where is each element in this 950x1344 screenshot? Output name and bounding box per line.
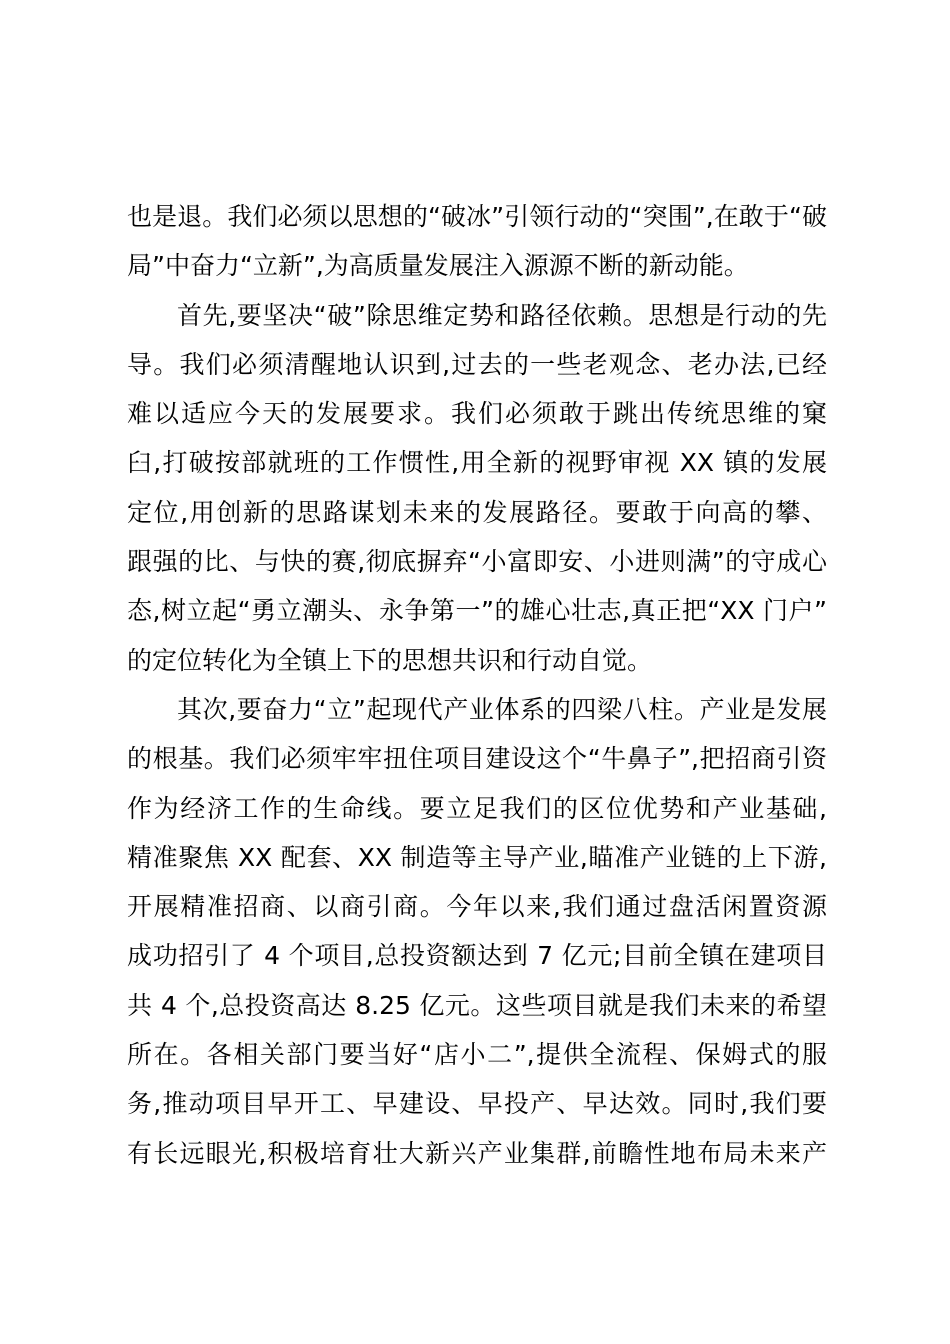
text-line: 难以适应今天的发展要求。我们必须敢于跳出传统思维的窠 bbox=[127, 399, 827, 429]
text-line: 成功招引了 4 个项目,总投资额达到 7 亿元;目前全镇在建项目 bbox=[127, 941, 827, 971]
text-line: 导。我们必须清醒地认识到,过去的一些老观念、老办法,已经 bbox=[127, 349, 827, 379]
text-line: 局”中奋力“立新”,为高质量发展注入源源不断的新动能。 bbox=[127, 251, 749, 281]
text-line: 开展精准招商、以商引商。今年以来,我们通过盘活闲置资源 bbox=[127, 892, 827, 922]
text-line: 态,树立起“勇立潮头、永争第一”的雄心壮志,真正把“XX 门户” bbox=[127, 596, 827, 626]
body-text bbox=[127, 192, 827, 1178]
text-line: 首先,要坚决“破”除思维定势和路径依赖。思想是行动的先 bbox=[177, 300, 827, 330]
text-line: 其次,要奋力“立”起现代产业体系的四梁八柱。产业是发展 bbox=[177, 694, 827, 724]
text-line: 臼,打破按部就班的工作惯性,用全新的视野审视 XX 镇的发展 bbox=[127, 448, 827, 478]
text-line: 也是退。我们必须以思想的“破冰”引领行动的“突围”,在敢于“破 bbox=[127, 202, 827, 231]
text-line: 定位,用创新的思路谋划未来的发展路径。要敢于向高的攀、 bbox=[127, 497, 827, 527]
text-line: 跟强的比、与快的赛,彻底摒弃“小富即安、小进则满”的守成心 bbox=[127, 547, 827, 577]
text-line: 的定位转化为全镇上下的思想共识和行动自觉。 bbox=[127, 645, 653, 675]
text-line: 精准聚焦 XX 配套、XX 制造等主导产业,瞄准产业链的上下游, bbox=[127, 842, 827, 872]
text-line: 作为经济工作的生命线。要立足我们的区位优势和产业基础, bbox=[127, 793, 827, 823]
text-line: 有长远眼光,积极培育壮大新兴产业集群,前瞻性地布局未来产 bbox=[127, 1138, 827, 1168]
text-line: 共 4 个,总投资高达 8.25 亿元。这些项目就是我们未来的希望 bbox=[127, 990, 827, 1020]
text-line: 所在。各相关部门要当好“店小二”,提供全流程、保姆式的服 bbox=[127, 1040, 827, 1070]
text-line: 务,推动项目早开工、早建设、早投产、早达效。同时,我们要 bbox=[127, 1089, 827, 1119]
text-line: 的根基。我们必须牢牢扭住项目建设这个“牛鼻子”,把招商引资 bbox=[127, 744, 827, 774]
